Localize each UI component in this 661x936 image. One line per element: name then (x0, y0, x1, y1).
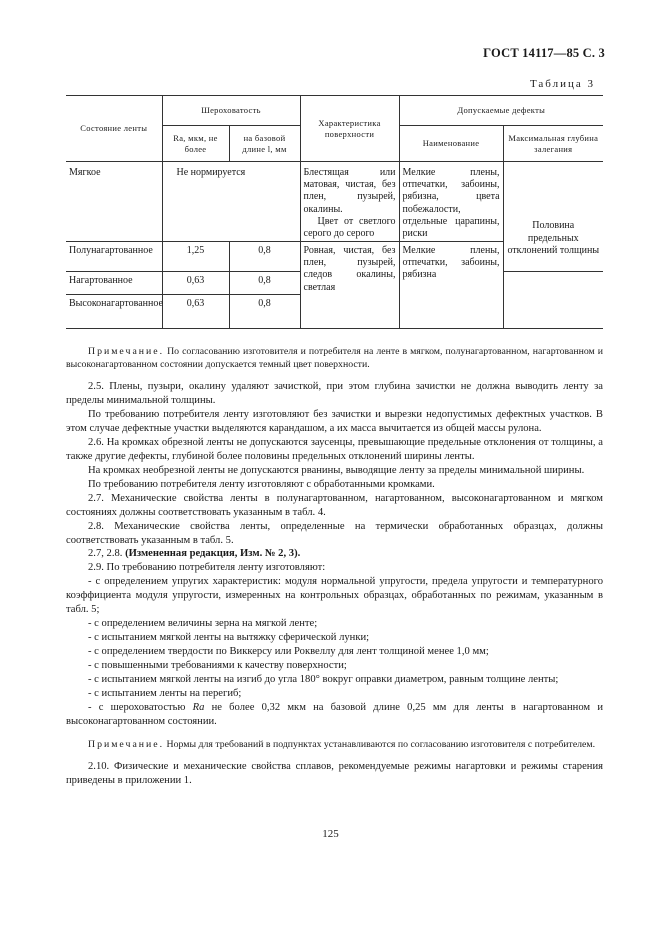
para-2-9: 2.9. По требованию потребителя ленту изготовляют: (88, 562, 326, 574)
document-header: ГОСТ 14117—85 С. 3 (483, 46, 605, 60)
body-text (66, 346, 603, 788)
row-soft-surface-color: Цвет от светлого серого до серого (303, 215, 396, 239)
note-requirements (66, 739, 603, 752)
row-hard-ra: 0,63 (162, 272, 229, 295)
para-2-6: 2.6. На кромках обрезной ленты не допускаются заусенцы, превышающие предельные отклонения от толщины, а также другие дефекты, глубиной более половины предельных отклонений ширины ленты. (66, 436, 603, 462)
note-label: Примечание. (88, 346, 165, 357)
para-2-6b: На кромках необрезной ленты не допускаются рванины, выводящие ленту за пределы минимальной ширины. (88, 464, 585, 476)
list-item-6: - с испытанием мягкой ленты на изгиб до угла 180° вокруг оправки диаметром, равным толщине ленты; (88, 674, 559, 686)
row-semihard-state: Полунагартованное (66, 242, 162, 272)
header-defect-name: Наименование (399, 126, 503, 162)
change-lead: 2.7, 2.8. (88, 548, 123, 560)
table-title: Таблица 3 (529, 78, 595, 90)
row-soft-surface (300, 162, 399, 242)
para-2-10: 2.10. Физические и механические свойства сплавов, рекомендуемые режимы нагартовки и режимы старения приведены в приложении 1. (66, 760, 603, 786)
row-extrahard-length: 0,8 (229, 295, 300, 329)
header-state: Состояние ленты (66, 96, 162, 162)
para-2-7: 2.7. Механические свойства ленты в полунагартованном, нагартованном, высоконагартованном и мягком состояниях должны соответствовать указанным в табл. 4. (66, 492, 603, 518)
para-2-5: 2.5. Плены, пузыри, окалину удаляют зачисткой, при этом глубина зачистки не должна выводить ленту за пределы минимальной толщины. (66, 380, 603, 406)
header-base-length: на базовой длине l, мм (229, 126, 300, 162)
row-soft-state: Мягкое (66, 162, 162, 242)
list-item-4: - с определением твердости по Виккерсу или Роквеллу для лент толщиной менее 1,0 мм; (88, 646, 489, 658)
row-extrahard-ra: 0,63 (162, 295, 229, 329)
list-item-2: - с определением величины зерна на мягкой ленте; (88, 618, 318, 630)
row-soft-surface-text: Блестящая или матовая, чистая, без плен, пузырей, окалины. (303, 167, 396, 215)
para-2-7-2-8-change (66, 547, 603, 561)
para-2-5b: По требованию потребителя ленту изготовляют без зачистки и вырезки недопустимых дефектных участков. В этом случае дефектные участки выделяются карандашом, а их масса вычитается из общей массы рулона. (66, 408, 603, 434)
max-depth-empty (503, 272, 603, 329)
max-depth-merged: Половина предельных отклонений толщины (507, 220, 600, 256)
list-item-5: - с повышенными требованиями к качеству поверхности; (88, 660, 347, 672)
para-2-6c: По требованию потребителя ленту изготовляют с обработанными кромками. (88, 478, 435, 490)
row-semihard-ra: 1,25 (162, 242, 229, 272)
header-surface: Характеристика поверхности (300, 96, 399, 162)
change-note: (Измененная редакция, Изм. № 2, 3). (125, 548, 301, 560)
row-soft-roughness: Не нормируется (162, 162, 300, 242)
li8-ra: Ra (192, 702, 205, 714)
note-text: По согласованию изготовителя и потребителя на ленте в мягком, полунагартованном, нагартованном и высоконагартованном состоянии допускается темный цвет поверхности. (66, 346, 604, 370)
para-2-8: 2.8. Механические свойства ленты, определенные на термически обработанных образцах, должны соответствовать указанным в табл. 5. (66, 520, 603, 546)
defects-table (66, 95, 603, 329)
row-hard-state: Нагартованное (66, 272, 162, 295)
list-item-8 (66, 701, 603, 729)
li8-post: не более 0,32 мкм на базовой длине 0,25 мм для ленты в нагартованном и высоконагартованном состоянии. (66, 702, 603, 728)
li8-pre: - с шероховатостью (88, 702, 193, 714)
header-defects: Допускаемые дефекты (399, 96, 603, 126)
list-item-7: - с испытанием ленты на перегиб; (88, 688, 242, 700)
page-number: 125 (322, 828, 339, 840)
row-extrahard-state: Высоконагартованное (66, 295, 162, 329)
note-table (66, 346, 603, 372)
header-ra: Ra, мкм, не более (162, 126, 229, 162)
row-semihard-surface: Ровная, чистая, без плен, пузырей, следов окалины, светлая (300, 242, 399, 329)
row-soft-defects: Мелкие плены, отпечатки, забоины, рябизна, цвета побежалости, отдельные царапины, риски (399, 162, 503, 242)
row-semihard-length: 0,8 (229, 242, 300, 272)
note2-text: Нормы для требований в подпунктах устанавливаются по согласованию изготовителя с потребителем. (166, 739, 596, 751)
row-semihard-defects: Мелкие плены, отпечатки, забоины, рябизна (399, 242, 503, 329)
note2-label: Примечание. (88, 739, 165, 751)
list-item-3: - с испытанием мягкой ленты на вытяжку сферической лунки; (88, 632, 370, 644)
list-item-1: - с определением упругих характеристик: модуля нормальной упругости, предела упругости и температурного коэффициента модуля упругости, измеренных на контрольных образцах, обработанных по режимам, указанным в табл. 5; (66, 576, 603, 616)
header-roughness: Шероховатость (162, 96, 300, 126)
row-hard-length: 0,8 (229, 272, 300, 295)
header-max-depth: Максимальная глубина залегания (503, 126, 603, 162)
